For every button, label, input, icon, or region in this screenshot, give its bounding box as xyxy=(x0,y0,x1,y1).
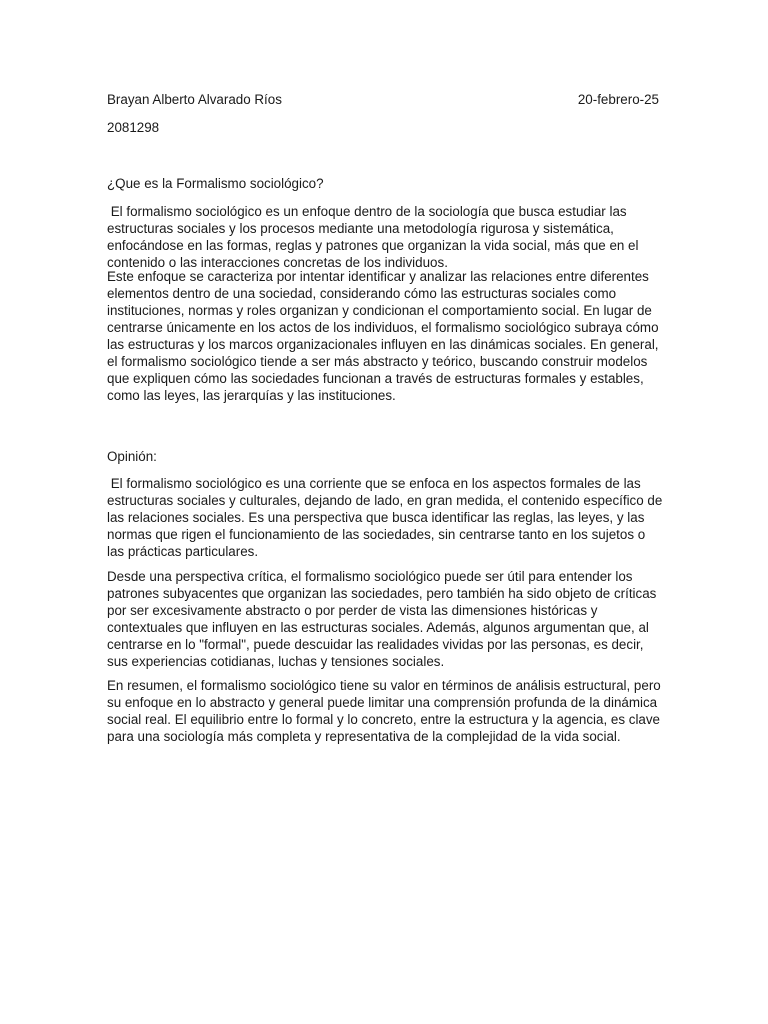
student-id: 2081298 xyxy=(107,120,160,135)
author-name: Brayan Alberto Alvarado Ríos xyxy=(107,92,282,107)
definition-paragraph-1: El formalismo sociológico es un enfoque dentro de la sociología que busca estudiar las estructuras sociales y los procesos mediante una metodología rigurosa y sistemática, enfocándose en las formas, reglas y patrones que organizan la vida social, más que en el contenido o las interacciones concretas de los individuos. xyxy=(107,204,643,270)
document-date: 20-febrero-25 xyxy=(577,92,659,107)
opinion-heading: Opinión: xyxy=(107,449,157,464)
opinion-paragraph-1: El formalismo sociológico es una corriente que se enfoca en los aspectos formales de las estructuras sociales y culturales, dejando de lado, en gran medida, el contenido específico de las relaciones sociales. Es una perspectiva que busca identificar las reglas, las leyes, y las normas que rigen el funcionamiento de las sociedades, sin centrarse tanto en los sujetos o las prácticas particulares. xyxy=(107,476,667,559)
question-heading: ¿Que es la Formalismo sociológico? xyxy=(107,176,324,191)
definition-paragraph-2: Este enfoque se caracteriza por intentar identificar y analizar las relaciones entre diferentes elementos dentro de una sociedad, considerando cómo las estructuras sociales como instituciones, normas y roles organizan y condicionan el comportamiento social. En lugar de centrarse únicamente en los actos de los individuos, el formalismo sociológico subraya cómo las estructuras y los marcos organizacionales influyen en las dinámicas sociales. En general, el formalismo sociológico tiende a ser más abstracto y teórico, buscando construir modelos que expliquen cómo las sociedades funcionan a través de estructuras formales y estables, como las leyes, las jerarquías y las instituciones. xyxy=(107,269,659,403)
opinion-paragraph-2: Desde una perspectiva crítica, el formalismo sociológico puede ser útil para entender los patrones subyacentes que organizan las sociedades, pero también ha sido objeto de críticas por ser excesivamente abstracto o por perder de vista las dimensiones históricas y contextuales que influyen en las estructuras sociales. Además, algunos argumentan que, al centrarse en lo "formal", puede descuidar las realidades vividas por las personas, es decir, sus experiencias cotidianas, luchas y tensiones sociales. xyxy=(107,569,657,669)
opinion-paragraph-3: En resumen, el formalismo sociológico tiene su valor en términos de análisis estructural, pero su enfoque en lo abstracto y general puede limitar una comprensión profunda de la dinámica social real. El equilibrio entre lo formal y lo concreto, entre la estructura y la agencia, es clave para una sociología más completa y representativa de la complejidad de la vida social. xyxy=(107,678,661,744)
document-header xyxy=(107,91,659,109)
